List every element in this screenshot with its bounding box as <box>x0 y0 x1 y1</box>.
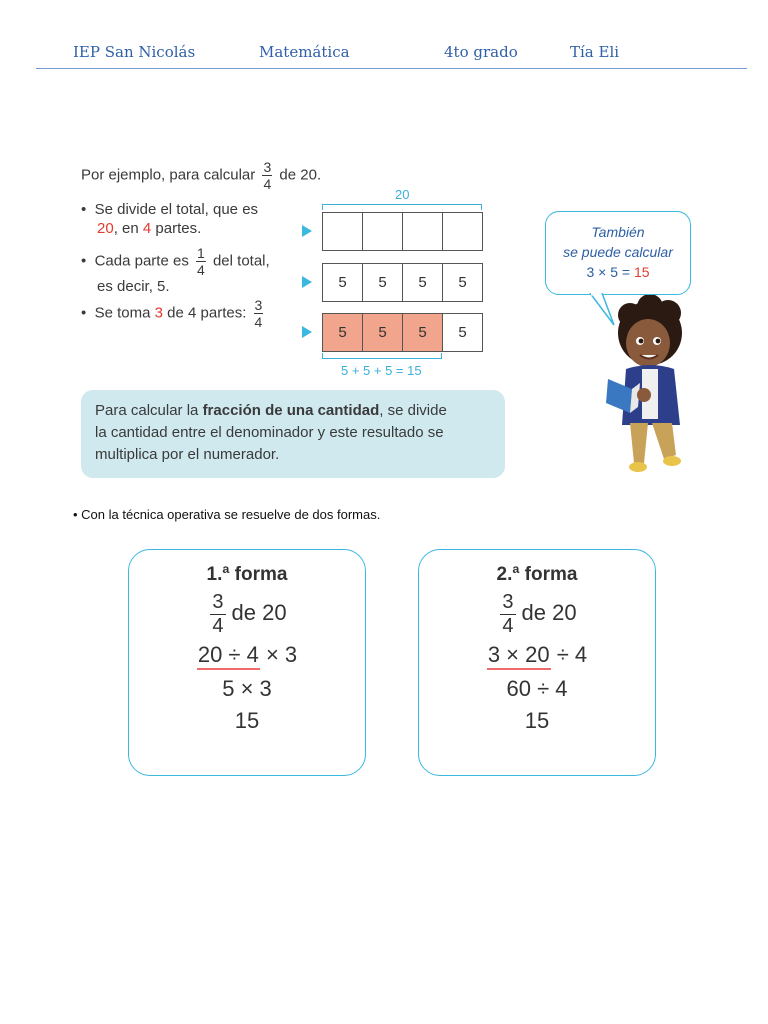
step-3-text: Se toma <box>94 304 151 322</box>
fraction-of-text: de 20 <box>521 599 577 625</box>
method-result: 15 <box>234 708 260 733</box>
rule-box <box>81 390 505 478</box>
step-1-mid: , en <box>113 220 139 237</box>
fraction-denominator: 4 <box>254 314 263 330</box>
bubble-line-2: se puede calcular <box>563 244 673 260</box>
step-3-taken: 3 <box>154 304 163 322</box>
bubble-equation <box>546 262 690 282</box>
step-2-text-end: del total, <box>212 252 270 270</box>
arrow-icon <box>302 326 312 338</box>
fraction-of-text: de 20 <box>231 599 287 625</box>
step-3-fraction <box>254 298 264 329</box>
intro-text-end: de 20. <box>279 166 322 184</box>
fraction-numerator: 3 <box>212 591 224 613</box>
speech-bubble <box>545 211 691 295</box>
bar-cell-highlighted: 5 <box>363 314 403 351</box>
grade-label: 4to grado <box>444 43 518 61</box>
total-bracket <box>322 204 482 210</box>
bubble-line-1: También <box>591 224 645 240</box>
bar-cell: 5 <box>363 264 403 301</box>
remaining-operation: ÷ 4 <box>550 642 588 667</box>
bullet-icon: • <box>81 304 95 322</box>
fraction-numerator: 3 <box>254 297 263 313</box>
remaining-operation: × 3 <box>259 642 298 667</box>
bubble-eq-text: 3 × 5 = <box>586 264 631 280</box>
bar-cell-highlighted: 5 <box>323 314 363 351</box>
sum-label: 5 + 5 + 5 = 15 <box>341 363 422 378</box>
step-3 <box>81 298 266 329</box>
rule-text-line-3: multiplica por el numerador. <box>95 446 280 463</box>
method-step-2: 5 × 3 <box>222 676 272 701</box>
method-title: 2.ª forma <box>496 564 578 585</box>
step-1 <box>81 200 258 238</box>
fraction-denominator: 4 <box>212 615 224 637</box>
step-1-line-1: Se divide el total, que es <box>94 201 259 218</box>
sum-bracket <box>322 353 442 359</box>
intro-text: Por ejemplo, para calcular <box>81 166 256 184</box>
bar-cell: 5 <box>323 264 363 301</box>
step-3-text-end: de 4 partes: <box>167 304 247 322</box>
bar-cell <box>403 213 443 250</box>
method-step-2: 60 ÷ 4 <box>506 676 568 701</box>
method-card-2 <box>418 549 656 776</box>
bar-divided <box>322 263 483 302</box>
example-intro <box>81 160 321 191</box>
school-name: IEP San Nicolás <box>73 43 196 61</box>
bar-cell <box>323 213 363 250</box>
method-step-1 <box>129 642 365 670</box>
bar-cell: 5 <box>458 324 467 341</box>
fraction-denominator: 4 <box>502 615 514 637</box>
bubble-result: 15 <box>633 264 650 280</box>
total-label: 20 <box>395 187 410 202</box>
arrow-icon <box>302 225 312 237</box>
bar-cell: 5 <box>458 274 467 291</box>
rule-text: , se divide <box>379 402 447 419</box>
header-divider <box>36 68 747 69</box>
teacher-name: Tía Eli <box>570 43 620 61</box>
fraction-denominator: 4 <box>263 176 272 192</box>
bar-cell-highlighted: 5 <box>403 314 443 351</box>
bullet-icon: • <box>81 201 95 218</box>
method-card-1 <box>128 549 366 776</box>
methods-intro: • Con la técnica operativa se resuelve de dos formas. <box>73 507 381 522</box>
step-2-line-2: es decir, 5. <box>97 278 170 295</box>
fraction-numerator: 3 <box>263 159 272 175</box>
rule-keyword: fracción de una cantidad <box>202 402 380 419</box>
method-title: 1.ª forma <box>206 564 288 585</box>
bar-taken <box>322 313 483 352</box>
step-2 <box>81 246 270 296</box>
bar-cell: 5 <box>403 264 443 301</box>
bar-empty <box>322 212 483 251</box>
fraction-denominator: 4 <box>197 262 205 278</box>
method-result: 15 <box>524 708 550 733</box>
step-2-fraction <box>196 246 206 277</box>
bullet-icon: • <box>81 252 95 270</box>
underlined-operation: 3 × 20 <box>487 642 551 670</box>
method-fraction-row <box>419 592 655 636</box>
fraction-numerator: 3 <box>502 591 514 613</box>
fraction-numerator: 1 <box>197 245 205 261</box>
step-1-parts: 4 <box>142 220 152 237</box>
intro-fraction <box>262 160 272 191</box>
subject-name: Matemática <box>259 43 350 61</box>
method-step-1 <box>419 642 655 670</box>
child-illustration <box>600 295 700 480</box>
step-2-text: Cada parte es <box>94 252 189 270</box>
step-1-total: 20 <box>97 220 114 237</box>
rule-text: Para calcular la <box>95 402 199 419</box>
method-fraction-row <box>129 592 365 636</box>
arrow-icon <box>302 276 312 288</box>
bar-cell <box>443 213 482 250</box>
step-1-end: partes. <box>155 220 202 237</box>
rule-text-line-2: la cantidad entre el denominador y este resultado se <box>95 424 444 441</box>
underlined-operation: 20 ÷ 4 <box>197 642 260 670</box>
method-fraction <box>500 592 515 636</box>
method-fraction <box>210 592 225 636</box>
bar-cell <box>363 213 403 250</box>
